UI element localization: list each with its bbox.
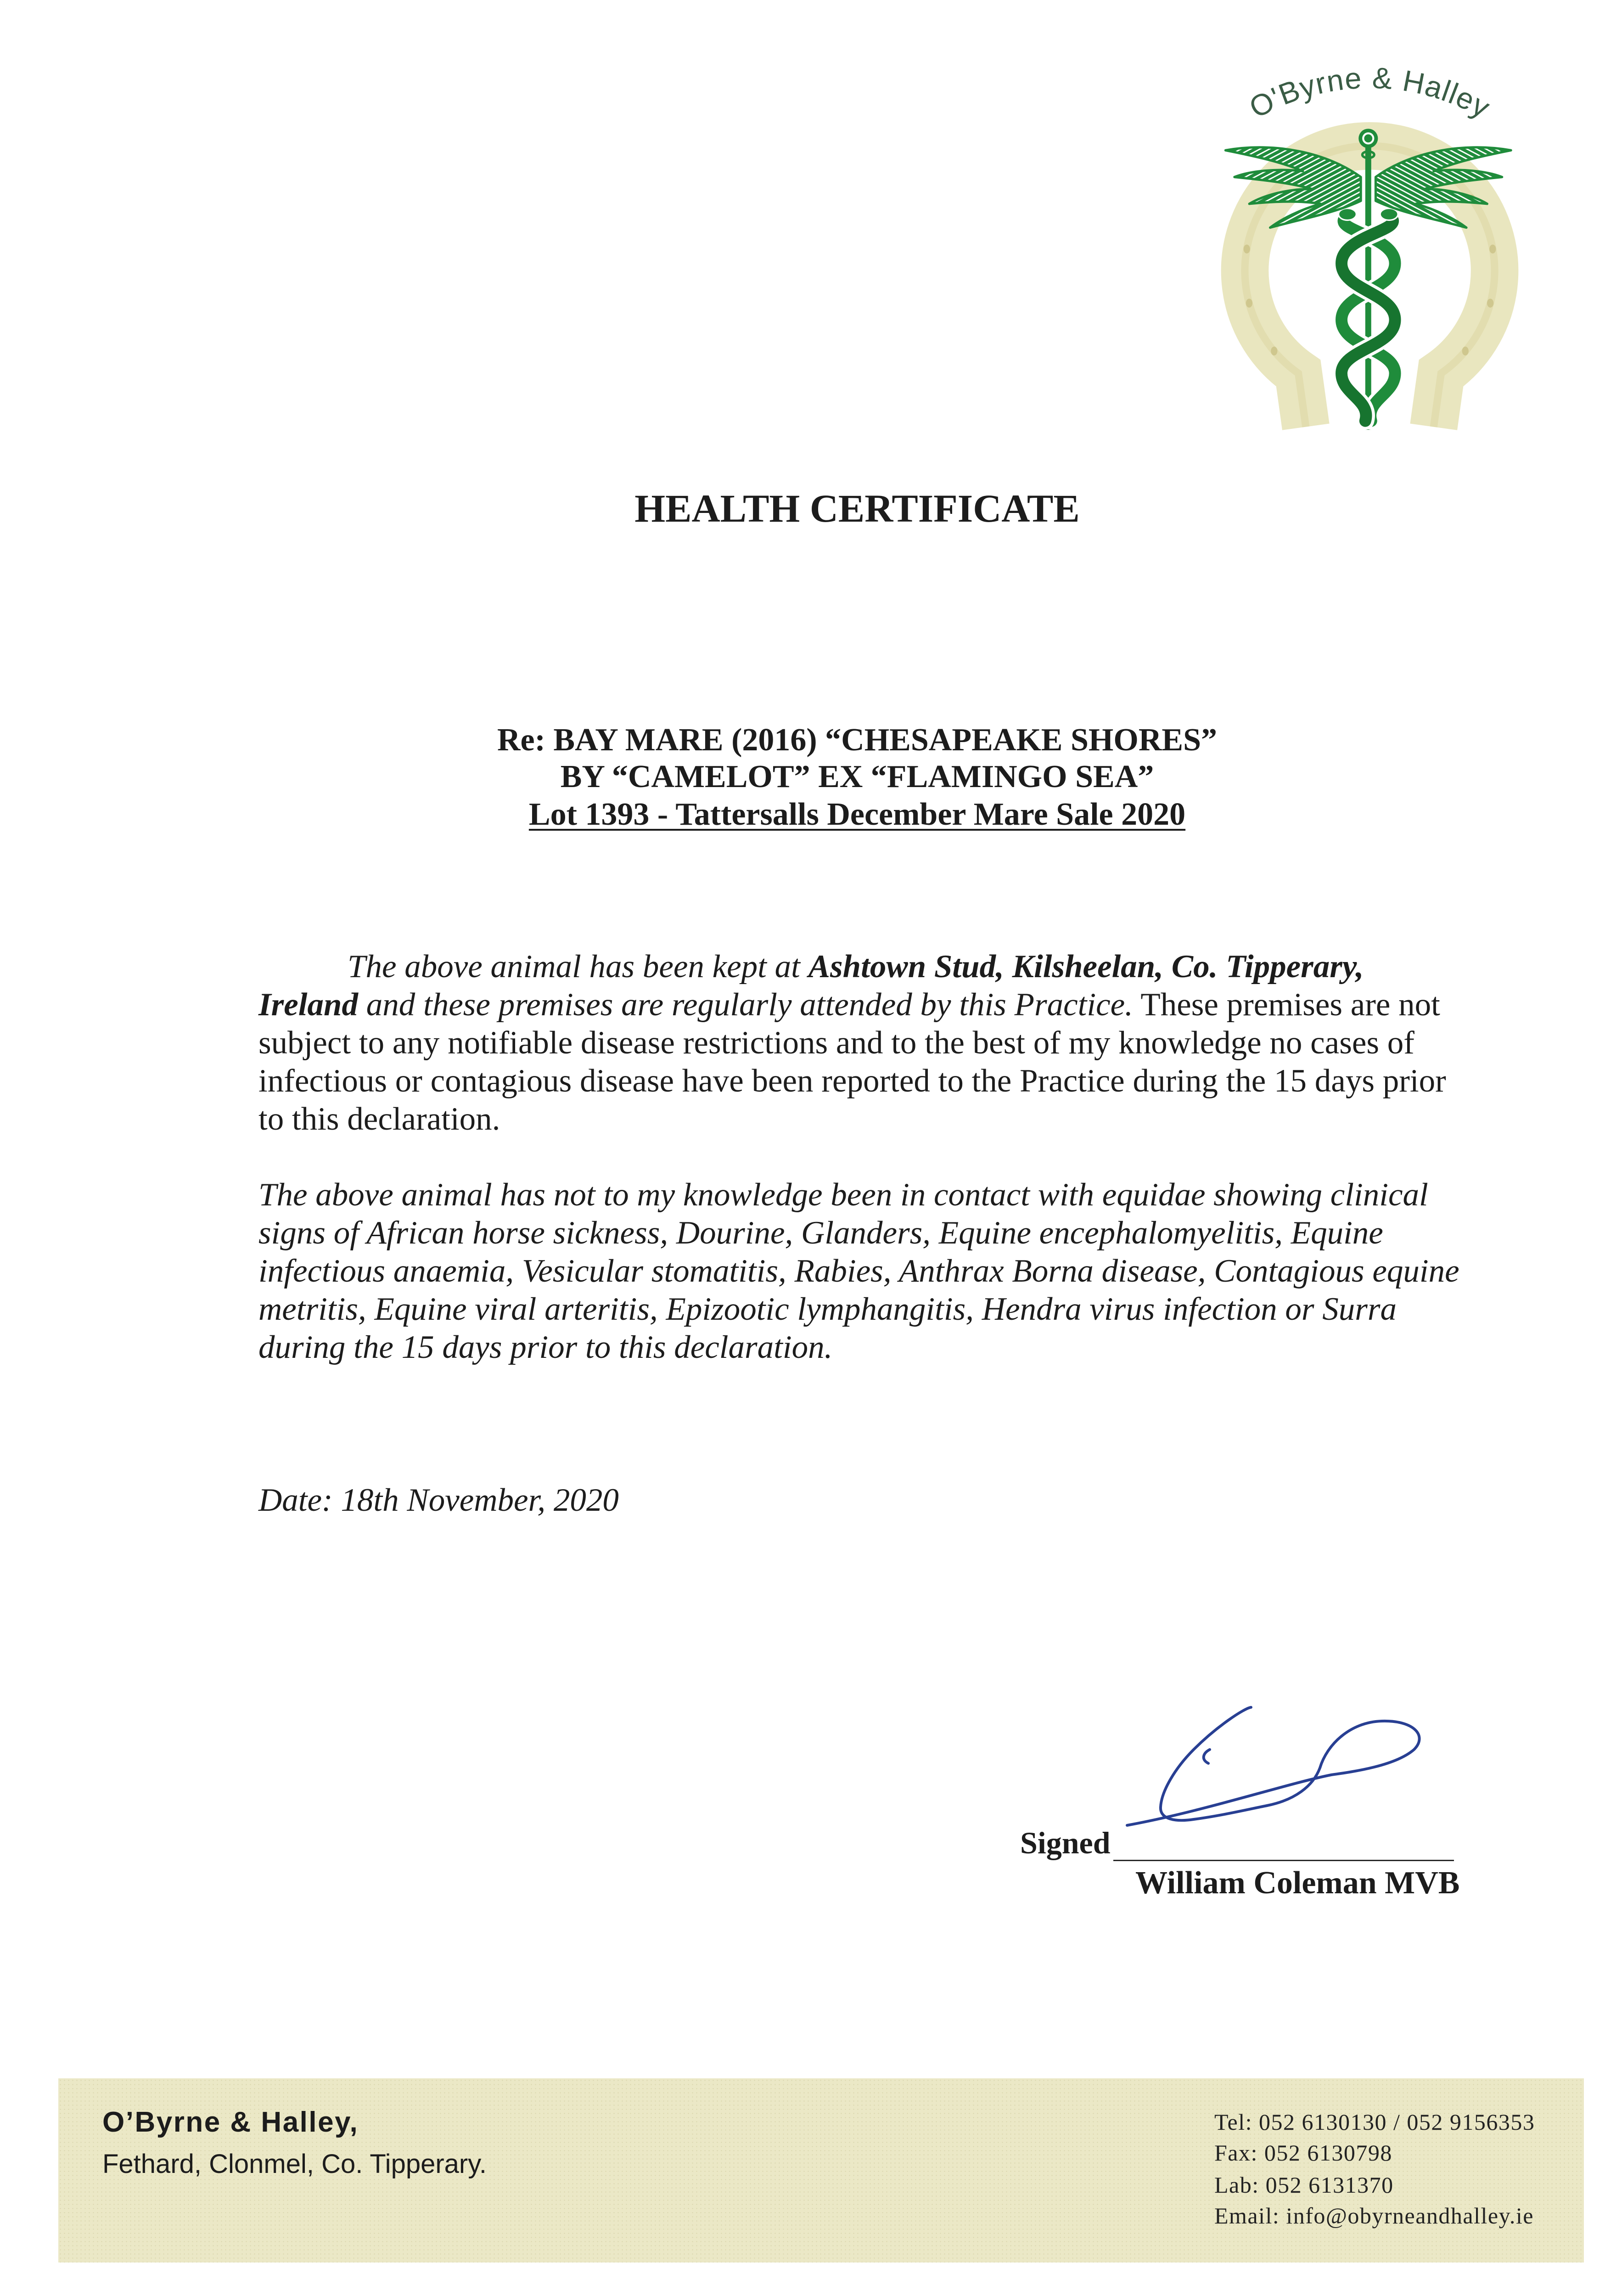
paragraph1-line xyxy=(258,989,1440,1021)
signature-line xyxy=(1113,1860,1454,1861)
paragraph2-line: signs of African horse sickness, Dourine, Glanders, Equine encephalomyelitis, Equine xyxy=(258,1215,1383,1251)
paragraph2-line: during the 15 days prior to this declaration. xyxy=(258,1329,833,1365)
footer-fax: Fax: 052 6130798 xyxy=(1214,2140,1392,2166)
premises-location: Ashtown Stud, Kilsheelan, Co. Tipperary, xyxy=(808,949,1364,985)
page-title: HEALTH CERTIFICATE xyxy=(634,486,1080,530)
re-line-lot: Lot 1393 - Tattersalls December Mare Sale 2020 xyxy=(528,797,1186,832)
logo-text: O'Byrne & Halley xyxy=(1244,61,1496,125)
handwritten-signature xyxy=(1111,1699,1442,1846)
paragraph2-line: infectious anaemia, Vesicular stomatitis, Rabies, Anthrax Borna disease, Contagious equine xyxy=(258,1253,1459,1289)
signed-label: Signed xyxy=(1020,1825,1111,1860)
re-line-horse: Re: BAY MARE (2016) “CHESAPEAKE SHORES” xyxy=(497,722,1217,758)
footer-tel: Tel: 052 6130130 / 052 9156353 xyxy=(1214,2109,1535,2135)
text-segment: subject to any notifiable disease restrictions and to the best of my knowledge no cases of xyxy=(258,1025,1414,1061)
footer-company-name: O’Byrne & Halley, xyxy=(102,2106,359,2138)
paragraph1-line xyxy=(258,1103,500,1136)
text-segment: The above animal has been kept at xyxy=(348,949,808,985)
text-segment: infectious or contagious disease have been reported to the Practice during the 15 days prior xyxy=(258,1063,1446,1099)
text-segment: These premises are not xyxy=(1133,987,1440,1023)
paragraph1-line xyxy=(258,1065,1446,1097)
svg-text:O'Byrne & Halley xyxy=(1244,61,1496,125)
signatory-name: William Coleman MVB xyxy=(1135,1865,1460,1901)
paragraph2-line: The above animal has not to my knowledge been in contact with equidae showing clinical xyxy=(258,1177,1428,1213)
premises-country: Ireland xyxy=(258,987,358,1023)
paragraph2-line: metritis, Equine viral arteritis, Epizootic lymphangitis, Hendra virus infection or Surra xyxy=(258,1291,1397,1327)
footer-lab: Lab: 052 6131370 xyxy=(1214,2172,1394,2198)
paragraph1-line xyxy=(348,951,1364,983)
re-line-pedigree: BY “CAMELOT” EX “FLAMINGO SEA” xyxy=(560,759,1154,794)
paragraph1-line xyxy=(258,1027,1414,1059)
obyrne-halley-logo xyxy=(1217,55,1529,442)
footer-email: Email: info@obyrneandhalley.ie xyxy=(1214,2203,1534,2228)
footer-address: Fethard, Clonmel, Co. Tipperary. xyxy=(102,2149,487,2179)
certificate-date: Date: 18th November, 2020 xyxy=(258,1482,619,1518)
text-segment: to this declaration. xyxy=(258,1101,500,1137)
text-segment: and these premises are regularly attended by this Practice. xyxy=(358,987,1133,1023)
